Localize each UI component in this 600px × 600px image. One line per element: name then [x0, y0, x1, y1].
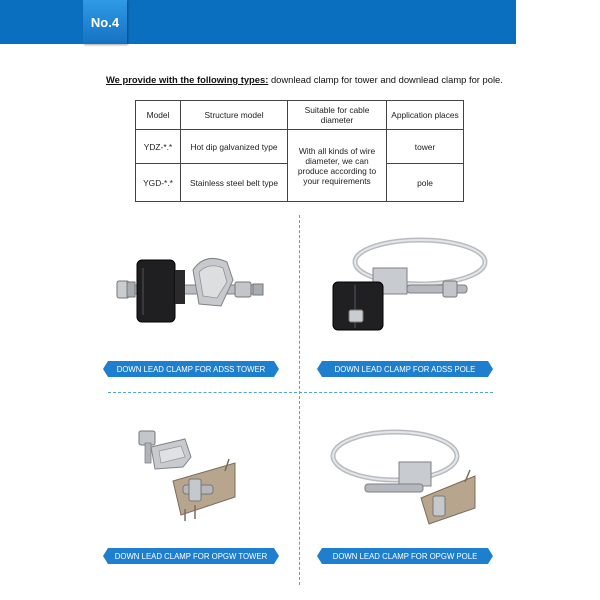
vertical-divider — [299, 215, 300, 585]
adss-tower-clamp-image — [115, 240, 275, 340]
table-header-row — [136, 101, 464, 130]
horizontal-divider — [108, 392, 493, 393]
product-label-adss-pole: DOWN LEAD CLAMP FOR ADSS POLE — [322, 361, 488, 377]
intro-text: downlead clamp for tower and downlead clamp for pole. — [268, 74, 503, 85]
intro-line — [106, 74, 576, 85]
adss-pole-clamp-image — [325, 230, 490, 340]
spec-table — [135, 100, 464, 202]
header-application: Application places — [387, 101, 464, 130]
header-bar — [0, 0, 516, 44]
product-label-opgw-tower: DOWN LEAD CLAMP FOR OPGW TOWER — [108, 548, 274, 564]
header-diameter: Suitable for cable diameter — [288, 101, 387, 130]
product-label-adss-tower: DOWN LEAD CLAMP FOR ADSS TOWER — [108, 361, 274, 377]
opgw-pole-clamp-image — [325, 420, 490, 530]
header-model: Model — [136, 101, 181, 130]
row-application: tower — [387, 130, 464, 164]
row-application: pole — [387, 164, 464, 202]
table-row — [136, 130, 464, 164]
row-structure: Stainless steel belt type — [181, 164, 288, 202]
diameter-note: With all kinds of wire diameter, we can produce according to your requirements — [288, 130, 387, 202]
intro-lead: We provide with the following types: — [106, 74, 269, 85]
header-structure: Structure model — [181, 101, 288, 130]
opgw-tower-clamp-image — [125, 425, 245, 525]
row-model: YDZ-*.* — [136, 130, 181, 164]
row-model: YGD-*.* — [136, 164, 181, 202]
row-structure: Hot dip galvanized type — [181, 130, 288, 164]
product-label-opgw-pole: DOWN LEAD CLAMP FOR OPGW POLE — [322, 548, 488, 564]
section-badge: No.4 — [83, 0, 127, 44]
